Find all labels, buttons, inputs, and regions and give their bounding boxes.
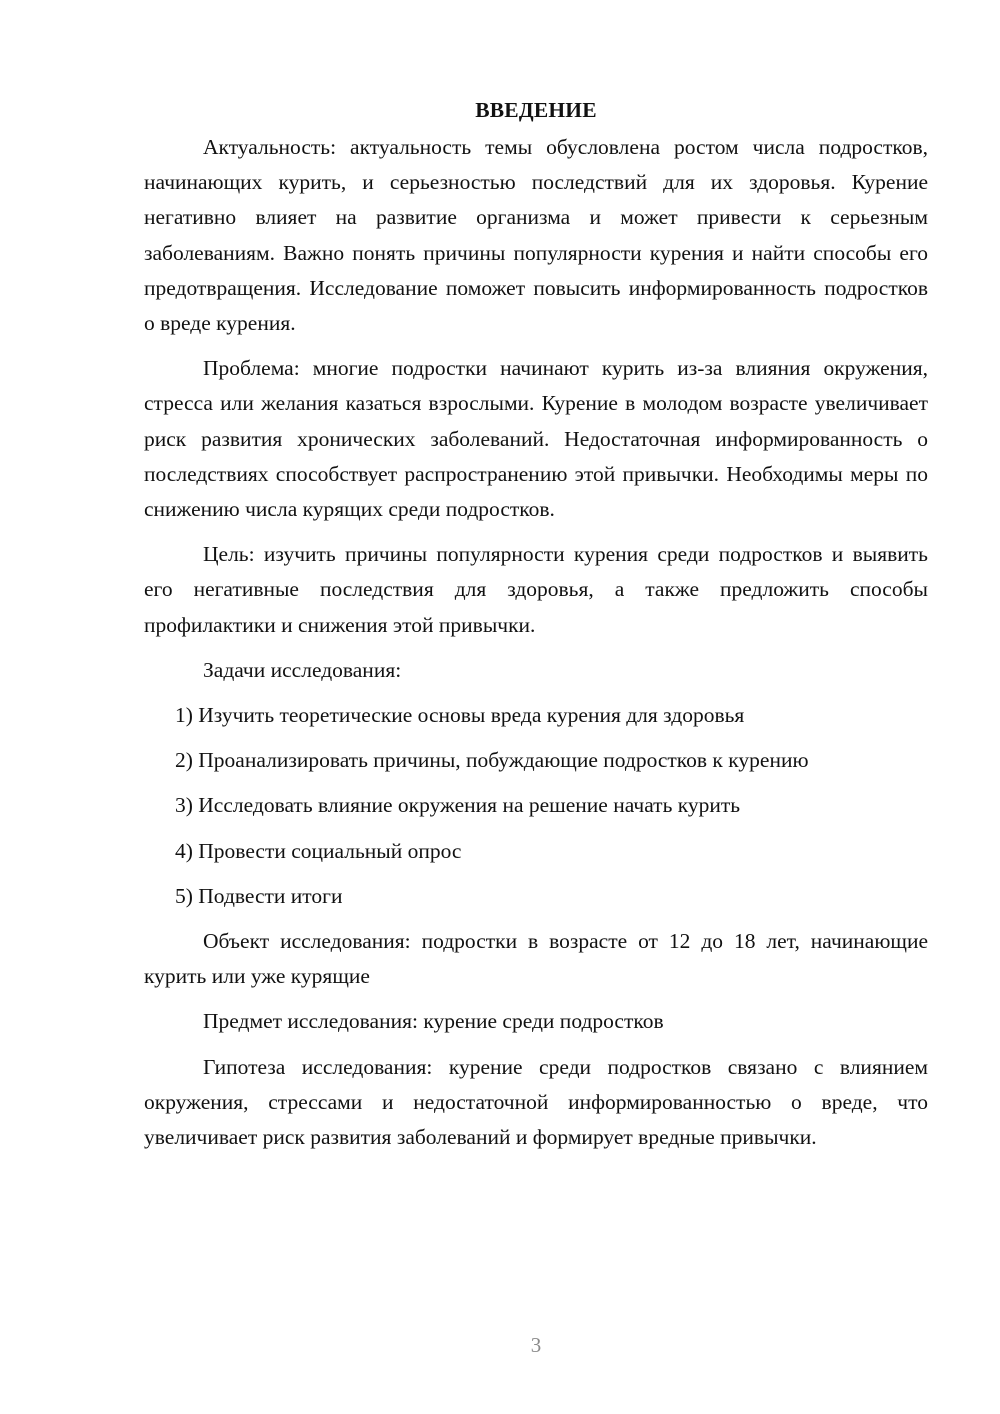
task-item-1: 1) Изучить теоретические основы вреда курения для здоровья — [175, 703, 745, 728]
subject-paragraph: Предмет исследования: курение среди подростков — [203, 1009, 664, 1034]
tasks-list — [144, 698, 928, 914]
hypothesis-paragraph: Гипотеза исследования: курение среди подростков связано с влиянием окружения, стрессами и недостаточной информированностью о вреде, что увеличивает риск развития заболеваний и формирует вредные привычки. — [144, 1054, 928, 1150]
task-item-3: 3) Исследовать влияние окружения на решение начать курить — [175, 793, 741, 818]
problem-paragraph: Проблема: многие подростки начинают курить из-за влияния окружения, стресса или желания казаться взрослыми. Курение в молодом возрасте увеличивает риск развития хронических заболеваний. Недостаточная информированность о последствиях способствует распространению этой привычки. Необходимы меры по снижению числа курящих среди подростков. — [144, 356, 928, 522]
section-title: ВВЕДЕНИЕ — [475, 98, 597, 122]
goal-paragraph: Цель: изучить причины популярности курения среди подростков и выявить его негативные последствия для здоровья, а также предложить способы профилактики и снижения этой привычки. — [144, 542, 928, 637]
relevance-paragraph: Актуальность: актуальность темы обусловлена ростом числа подростков, начинающих курить, и серьезностью последствий для их здоровья. Курение негативно влияет на развитие организма и может привести к серьезным заболеваниям. Важно понять причины популярности курения и найти способы его предотвращения. Исследование поможет повысить информированность подростков о вреде курения. — [144, 135, 928, 336]
document-body — [144, 92, 928, 1165]
page-number: 3 — [530, 1333, 542, 1357]
task-item-4: 4) Провести социальный опрос — [175, 838, 462, 863]
task-item-2: 2) Проанализировать причины, побуждающие подростков к курению — [175, 748, 809, 773]
tasks-heading: Задачи исследования: — [203, 657, 402, 682]
object-paragraph: Объект исследования: подростки в возрасте от 12 до 18 лет, начинающие курить или уже курящие — [144, 929, 928, 989]
task-item-5: 5) Подвести итоги — [175, 883, 343, 908]
